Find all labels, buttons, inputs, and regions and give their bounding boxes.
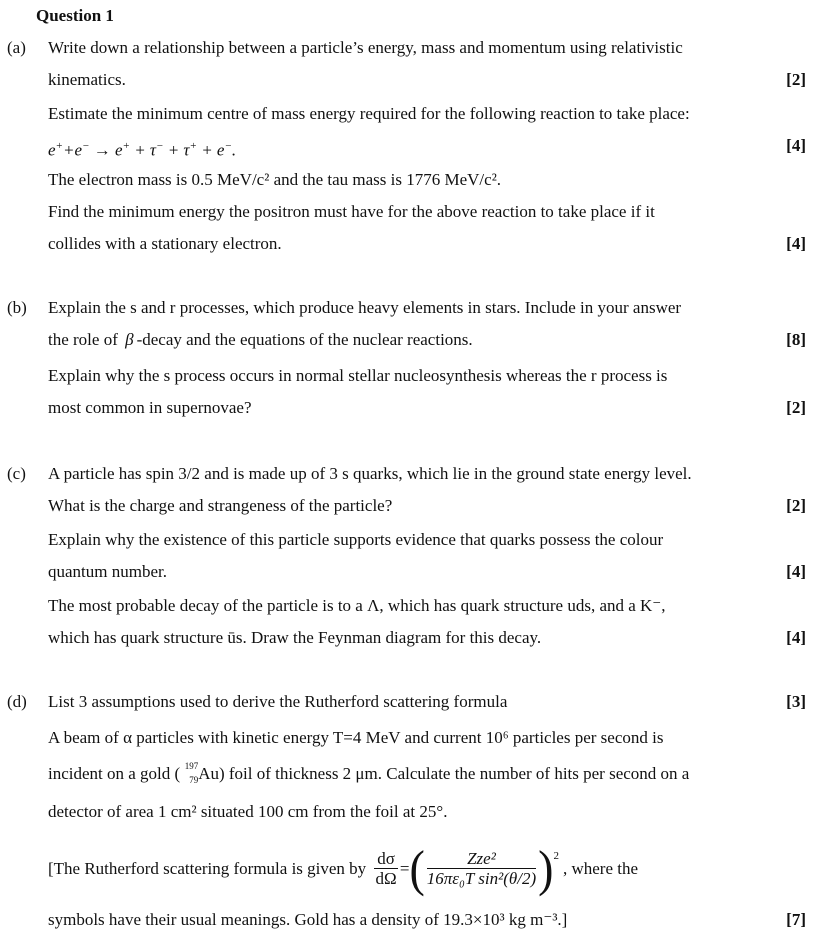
part-c-line-5: The most probable decay of the particle is to a Λ, which has quark structure uds, and a K⁻, — [48, 596, 666, 615]
formula-lhs-numerator: dσ — [374, 850, 398, 869]
formula-rhs-numerator: Zze² — [427, 850, 536, 869]
part-b-mark-1: [8] — [786, 330, 806, 349]
formula-intro: [The Rutherford scattering formula is given by — [48, 859, 367, 878]
part-b-label: (b) — [7, 298, 27, 317]
formula-right-paren: ) — [538, 840, 554, 897]
part-d-mark-1: [3] — [786, 692, 806, 711]
formula-suffix: , where the — [562, 859, 639, 878]
part-c-line-4: quantum number. — [48, 562, 167, 581]
part-a-line-6: Find the minimum energy the positron must have for the above reaction to take place if it — [48, 202, 655, 221]
reaction-equation: e++e− → e+ + τ− + τ+ + e−. — [48, 140, 237, 160]
part-c-mark-2: [4] — [786, 562, 806, 581]
formula-lhs — [374, 850, 398, 889]
rutherford-formula-line — [48, 840, 639, 897]
part-b-mark-2: [2] — [786, 398, 806, 417]
beta-symbol: β — [125, 330, 134, 349]
gold-isotope — [180, 761, 199, 786]
part-a-line-5: The electron mass is 0.5 MeV/c² and the tau mass is 1776 MeV/c². — [48, 170, 502, 189]
part-a-mark-2: [4] — [786, 136, 806, 155]
formula-rhs-denominator: 16πε₀T sin²(θ/2) — [426, 868, 537, 888]
isotope-element: Au — [198, 764, 219, 783]
part-d-line-3-pre: incident on a gold ( — [48, 764, 181, 783]
part-b-line-1: Explain the s and r processes, which produce heavy elements in stars. Include in your answer — [48, 298, 682, 317]
part-d-line-6: symbols have their usual meanings. Gold has a density of 19.3×10³ kg m⁻³.] — [48, 910, 568, 929]
part-c-line-2: What is the charge and strangeness of the particle? — [48, 496, 393, 515]
part-d-line-3-post: ) foil of thickness 2 μm. Calculate the number of hits per second on a — [218, 764, 690, 783]
formula-left-paren: ( — [409, 840, 425, 897]
part-c-mark-3: [4] — [786, 628, 806, 647]
isotope-mass-number: 197 — [184, 761, 199, 772]
part-a-mark-3: [4] — [786, 234, 806, 253]
isotope-atomic-number: 79 — [189, 775, 199, 786]
part-d-line-3 — [48, 761, 690, 786]
part-c-label: (c) — [7, 464, 26, 483]
part-a-line-1: Write down a relationship between a particle’s energy, mass and momentum using relativistic — [48, 38, 683, 57]
part-a-line-3: Estimate the minimum centre of mass energy required for the following reaction to take place: — [48, 104, 690, 123]
question-title: Question 1 — [36, 6, 114, 25]
part-b-line-2-pre: the role of — [48, 330, 123, 349]
part-a-line-7: collides with a stationary electron. — [48, 234, 282, 253]
formula-equals: = — [399, 859, 410, 878]
part-b-line-3: Explain why the s process occurs in normal stellar nucleosynthesis whereas the r process is — [48, 366, 668, 385]
part-c-line-6: which has quark structure ūs. Draw the Feynman diagram for this decay. — [48, 628, 542, 647]
part-b-line-2-post: -decay and the equations of the nuclear reactions. — [136, 330, 473, 349]
part-c-line-3: Explain why the existence of this particle supports evidence that quarks possess the colour — [48, 530, 664, 549]
part-d-line-4: detector of area 1 cm² situated 100 cm from the foil at 25°. — [48, 802, 448, 821]
part-d-line-1: List 3 assumptions used to derive the Rutherford scattering formula — [48, 692, 508, 711]
part-c-mark-1: [2] — [786, 496, 806, 515]
part-b-line-4: most common in supernovae? — [48, 398, 252, 417]
formula-exponent: 2 — [553, 850, 559, 862]
part-a-line-2: kinematics. — [48, 70, 126, 89]
part-b-line-2 — [48, 330, 473, 350]
part-d-label: (d) — [7, 692, 27, 711]
part-d-mark-2: [7] — [786, 910, 806, 929]
part-d-line-2: A beam of α particles with kinetic energy T=4 MeV and current 10⁶ particles per second is — [48, 728, 664, 747]
part-a-label: (a) — [7, 38, 26, 57]
part-c-line-1: A particle has spin 3/2 and is made up of 3 s quarks, which lie in the ground state energy level. — [48, 464, 692, 483]
formula-lhs-denominator: dΩ — [375, 868, 397, 888]
formula-rhs — [427, 850, 536, 889]
part-a-mark-1: [2] — [786, 70, 806, 89]
